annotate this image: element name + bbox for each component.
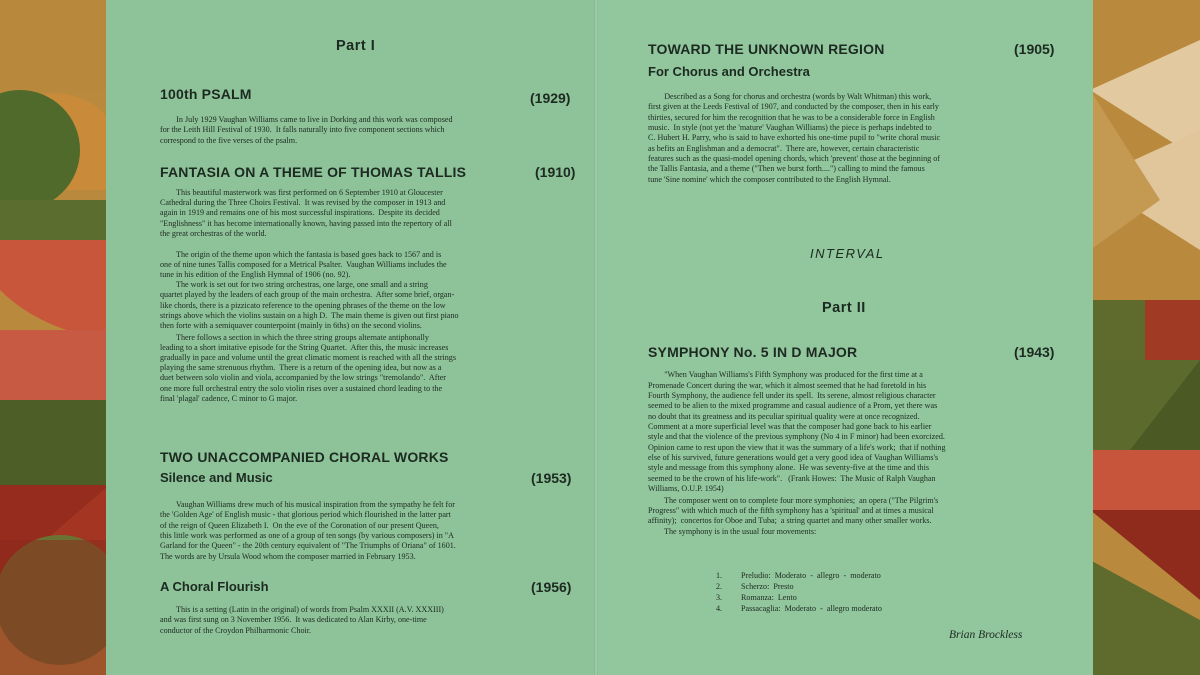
text-line: for the Leith Hill Festival of 1930. It falls naturally into five component sections which: [160, 125, 445, 134]
text-line: tune 'Sine nomine' which the composer contributed to the English Hymnal.: [648, 175, 891, 184]
text-line: Described as a Song for chorus and orchestra (words by Walt Whitman) this work,: [648, 92, 932, 101]
text-line: Cathedral during the Three Choirs Festival. It was revised by the composer in 1913 and: [160, 198, 446, 207]
interval-label: INTERVAL: [810, 246, 885, 261]
text-line: one more full orchestral entry the solo violin rises over a sustained chord leading to the: [160, 384, 443, 393]
section-title-100th-psalm: 100th PSALM: [160, 86, 252, 102]
movement-text: Scherzo: Presto: [741, 582, 794, 591]
text-line: gradually in pace and volume until the great climatic moment is reached with all the strings: [160, 353, 457, 362]
text-line: music. In style (not yet the 'mature' Vaughan Williams) the piece is perhaps indebted to: [648, 123, 932, 132]
text-line: In July 1929 Vaughan Williams came to live in Dorking and this work was composed: [160, 115, 453, 124]
movement-number: 3.: [716, 593, 723, 602]
text-line: The work is set out for two string orchestras, one large, one small and a string: [160, 280, 428, 289]
programme-right-page: [596, 0, 1093, 675]
movement-text: Preludio: Moderato - allegro - moderato: [741, 571, 881, 580]
text-line: strings above which the violins sustain on a high D. The main theme is given out first piano: [160, 311, 459, 320]
text-line: This beautiful masterwork was first performed on 6 September 1910 at Gloucester: [160, 188, 443, 197]
text-line: no doubt that its greatness and its peculiar spiritual quality were at once recognized.: [648, 412, 920, 421]
section-year: (1943): [1014, 344, 1055, 360]
movement-text: Passacaglia: Moderato - allegro moderato: [741, 604, 882, 613]
text-line: then forte with a semiquaver counterpoint (mainly in 6ths) on the second violins.: [160, 321, 422, 330]
text-line: affinity); concertos for Oboe and Tuba; a string quartet and many other smaller works.: [648, 516, 932, 525]
text-line: The origin of the theme upon which the fantasia is based goes back to 1567 and is: [160, 250, 442, 259]
section-title-tallis-fantasia: FANTASIA ON A THEME OF THOMAS TALLIS: [160, 164, 467, 180]
text-line: the Tallis Fantasia, and a theme ("Then we burst forth....") calling to mind the famous: [648, 164, 925, 173]
text-line: of the reign of Queen Elizabeth I. On the eve of the Coronation of our present Queen,: [160, 521, 439, 530]
text-line: seemed to be the crown of his life-work". (Frank Howes: The Music of Ralph Vaughan: [648, 474, 936, 483]
movement-number: 1.: [716, 571, 723, 580]
text-line: "Englishness" it has become internationally known, having passed into the repertory of all: [160, 219, 452, 228]
text-line: playing the same strenuous rhythm. There is a return of the opening idea, but now as a: [160, 363, 442, 372]
text-line: Comment at a more superficial level was that the composer had gone back to his earlier: [648, 422, 932, 431]
text-line: the great orchestras of the world.: [160, 229, 267, 238]
section-year: (1905): [1014, 41, 1055, 57]
text-line: again in 1919 and remains one of his most successful inspirations. Despite its decided: [160, 208, 440, 217]
subsection-title-chorus-orchestra: For Chorus and Orchestra: [648, 64, 810, 79]
text-line: quartet played by the leaders of each group of the main orchestra. After some brief, organ-: [160, 290, 455, 299]
text-line: else of his survived, future generations would get a very good idea of Vaughan Williams's: [648, 453, 939, 462]
text-line: Progress" with which much of the fifth symphony has a 'spiritual' and at times a musical: [648, 506, 934, 515]
section-year: (1910): [535, 164, 576, 180]
text-line: Opinion came to rest upon the view that it was the summary of a life's work; that if nothing: [648, 443, 946, 452]
text-line: conductor of the Croydon Philharmonic Choir.: [160, 626, 312, 635]
section-title-symphony-5: SYMPHONY No. 5 IN D MAJOR: [648, 344, 858, 360]
part-two-heading: Part II: [822, 300, 866, 316]
text-line: The symphony is in the usual four movements:: [648, 527, 817, 536]
text-line: correspond to the five verses of the psalm.: [160, 136, 298, 145]
author-signature: Brian Brockless: [949, 629, 1023, 641]
section-year: (1956): [531, 579, 572, 595]
text-line: as befits an Englishman and a democrat". There are, however, certain characteristic: [648, 144, 920, 153]
text-line: one of nine tunes Tallis composed for a Metrical Psalter. Vaughan Williams includes the: [160, 260, 447, 269]
text-line: The composer went on to complete four more symphonies; an opera ("The Pilgrim's: [648, 496, 939, 505]
text-line: this little work was performed as one of a group of ten songs (by various composers) in "A: [160, 531, 454, 540]
text-line: This is a setting (Latin in the original) of words from Psalm XXXII (A.V. XXXIII): [160, 605, 444, 614]
text-line: Promenade Concert during the war, which it almost seemed that he had foretold in his: [648, 381, 927, 390]
text-line: final 'plagal' cadence, C minor to G major.: [160, 394, 298, 403]
text-line: Fourth Symphony, the audience fell under its spell. Its serene, almost religious character: [648, 391, 936, 400]
text-line: The words are by Ursula Wood whom the composer married in February 1953.: [160, 552, 416, 561]
text-line: tune in his edition of the English Hymnal of 1906 (no. 92).: [160, 270, 351, 279]
text-line: Vaughan Williams drew much of his musical inspiration from the sympathy he felt for: [160, 500, 455, 509]
text-line: style and message from this symphony alone. He was seventy-five at the time and this: [648, 463, 929, 472]
text-line: There follows a section in which the three string groups alternate antiphonally: [160, 333, 429, 342]
section-title-unknown-region: TOWARD THE UNKNOWN REGION: [648, 41, 885, 57]
text-line: C. Hubert H. Parry, who is said to have exhorted his one-time pupil to "write choral music: [648, 133, 941, 142]
section-title-choral-works: TWO UNACCOMPANIED CHORAL WORKS: [160, 449, 449, 465]
part-one-heading: Part I: [336, 38, 376, 54]
text-line: first given at the Leeds Festival of 1907, and conducted by the composer, then in his early: [648, 102, 939, 111]
text-line: leading to a short imitative episode for the String Quartet. After this, the music increases: [160, 343, 449, 352]
programme-left-page: [106, 0, 596, 675]
text-line: the 'Golden Age' of English music - that glorious period which flourished in the latter part: [160, 510, 451, 519]
text-line: duet between solo violin and viola, accompanied by the low strings "tremolando". After: [160, 373, 446, 382]
movement-text: Romanza: Lento: [741, 593, 797, 602]
page-fold: [594, 0, 598, 675]
text-line: like chords, there is a pizzicato reference to the opening phrases of the theme on the low: [160, 301, 446, 310]
text-line: Williams, O.U.P. 1954): [648, 484, 724, 493]
text-line: and was first sung on 3 November 1956. It was dedicated to Alan Kirby, one-time: [160, 615, 427, 624]
movement-number: 4.: [716, 604, 723, 613]
text-line: features such as the quasi-model opening chords, which 'prevent' those at the beginning of: [648, 154, 940, 163]
section-year: (1929): [530, 90, 571, 106]
subsection-title-choral-flourish: A Choral Flourish: [160, 579, 269, 594]
text-line: thirties, secured for him the recognition that he was to be a considerable force in English: [648, 113, 935, 122]
subsection-title-silence-and-music: Silence and Music: [160, 470, 273, 485]
text-line: Garland for the Queen" - the 20th century equivalent of "The Triumphs of Oriana" of 1601.: [160, 541, 456, 550]
text-line: seemed to be alien to the mixed programme and casual audience of a Prom, yet there was: [648, 401, 938, 410]
section-year: (1953): [531, 470, 572, 486]
text-line: style and that the violence of the previous symphony (No 4 in F minor) had been exorcized.: [648, 432, 945, 441]
text-line: "When Vaughan Williams's Fifth Symphony was produced for the first time at a: [648, 370, 923, 379]
movement-number: 2.: [716, 582, 723, 591]
